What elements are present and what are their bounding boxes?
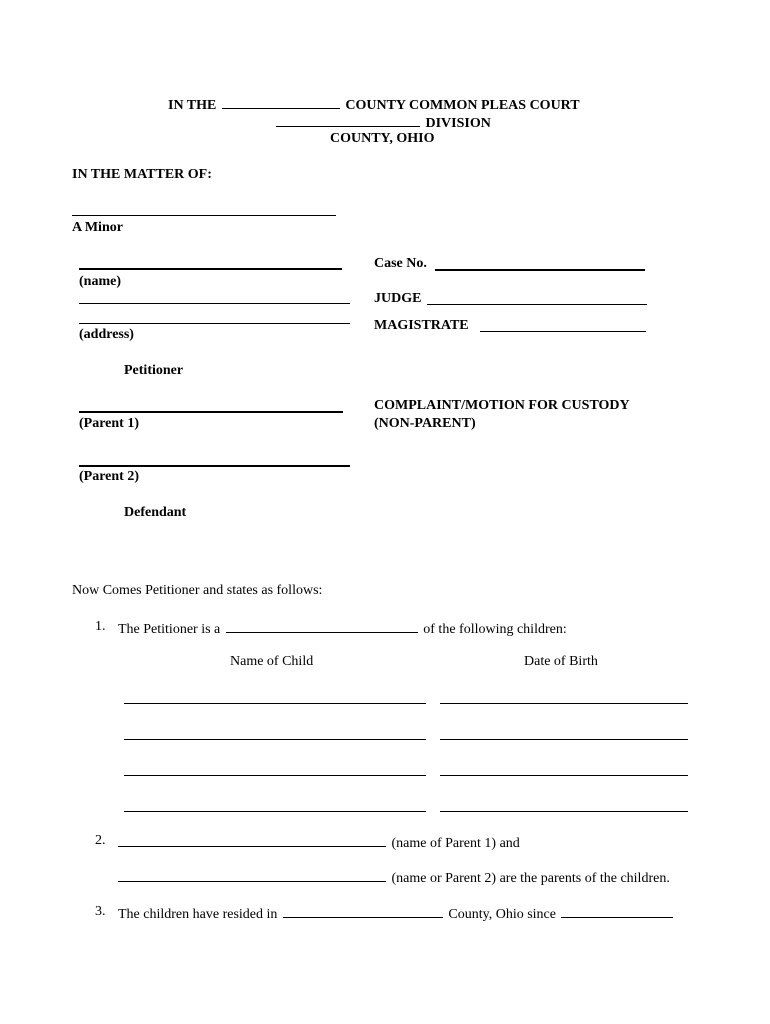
header-date-of-birth: Date of Birth xyxy=(524,654,598,669)
child-dob-blank-2[interactable] xyxy=(440,739,688,740)
child-dob-blank-1[interactable] xyxy=(440,703,688,704)
child-dob-blank-4[interactable] xyxy=(440,811,688,812)
parent2-name-blank[interactable] xyxy=(118,868,386,882)
minor-label: A Minor xyxy=(72,220,123,235)
division-suffix: DIVISION xyxy=(425,116,491,131)
petitioner-address-label: (address) xyxy=(79,327,134,342)
item2-line1 xyxy=(118,833,520,852)
county-state: COUNTY, OHIO xyxy=(330,131,435,146)
child-dob-blank-3[interactable] xyxy=(440,775,688,776)
item3-middle: County, Ohio since xyxy=(448,907,556,922)
residence-county-blank[interactable] xyxy=(283,904,443,918)
parent2-label: (Parent 2) xyxy=(79,469,139,484)
child-name-blank-2[interactable] xyxy=(124,739,426,740)
judge-label: JUDGE xyxy=(374,291,422,306)
document-title-line1: COMPLAINT/MOTION FOR CUSTODY xyxy=(374,398,630,413)
magistrate-label: MAGISTRATE xyxy=(374,318,469,333)
court-line-suffix: COUNTY COMMON PLEAS COURT xyxy=(345,98,580,113)
child-name-blank-1[interactable] xyxy=(124,703,426,704)
parent1-blank[interactable] xyxy=(79,411,343,413)
division-line xyxy=(274,113,491,132)
item3-text xyxy=(118,904,675,923)
parent1-label: (Parent 1) xyxy=(79,416,139,431)
division-blank[interactable] xyxy=(276,113,420,127)
child-name-blank-4[interactable] xyxy=(124,811,426,812)
magistrate-blank[interactable] xyxy=(480,331,646,332)
item3-number: 3. xyxy=(95,904,106,919)
item1-prefix: The Petitioner is a xyxy=(118,622,221,637)
item1-suffix: of the following children: xyxy=(423,622,567,637)
item2-line2 xyxy=(118,868,670,887)
case-no-blank[interactable] xyxy=(435,269,645,271)
court-line xyxy=(168,95,580,114)
court-line-prefix: IN THE xyxy=(168,98,217,113)
petitioner-address-blank-1[interactable] xyxy=(79,303,350,304)
petitioner-name-label: (name) xyxy=(79,274,121,289)
petitioner-relationship-blank[interactable] xyxy=(226,619,418,633)
item2-number: 2. xyxy=(95,833,106,848)
header-name-of-child: Name of Child xyxy=(230,654,314,669)
judge-blank[interactable] xyxy=(427,304,647,305)
minor-name-blank[interactable] xyxy=(72,215,336,216)
item2-line2-suffix: (name or Parent 2) are the parents of the children. xyxy=(391,871,670,886)
residence-since-blank[interactable] xyxy=(561,904,673,918)
document-title-line2: (NON-PARENT) xyxy=(374,416,476,431)
item3-prefix: The children have resided in xyxy=(118,907,278,922)
case-no-label: Case No. xyxy=(374,256,427,271)
parent1-name-blank[interactable] xyxy=(118,833,386,847)
petitioner-address-blank-2[interactable] xyxy=(79,323,350,324)
petitioner-role: Petitioner xyxy=(124,363,184,378)
defendant-role: Defendant xyxy=(124,505,187,520)
item2-line1-suffix: (name of Parent 1) and xyxy=(391,836,520,851)
intro-text: Now Comes Petitioner and states as follows: xyxy=(72,583,323,598)
county-blank[interactable] xyxy=(222,95,340,109)
item1-text xyxy=(118,619,567,638)
petitioner-name-blank[interactable] xyxy=(79,268,342,270)
child-name-blank-3[interactable] xyxy=(124,775,426,776)
matter-of-heading: IN THE MATTER OF: xyxy=(72,167,212,182)
item1-number: 1. xyxy=(95,619,106,634)
parent2-blank[interactable] xyxy=(79,465,350,467)
